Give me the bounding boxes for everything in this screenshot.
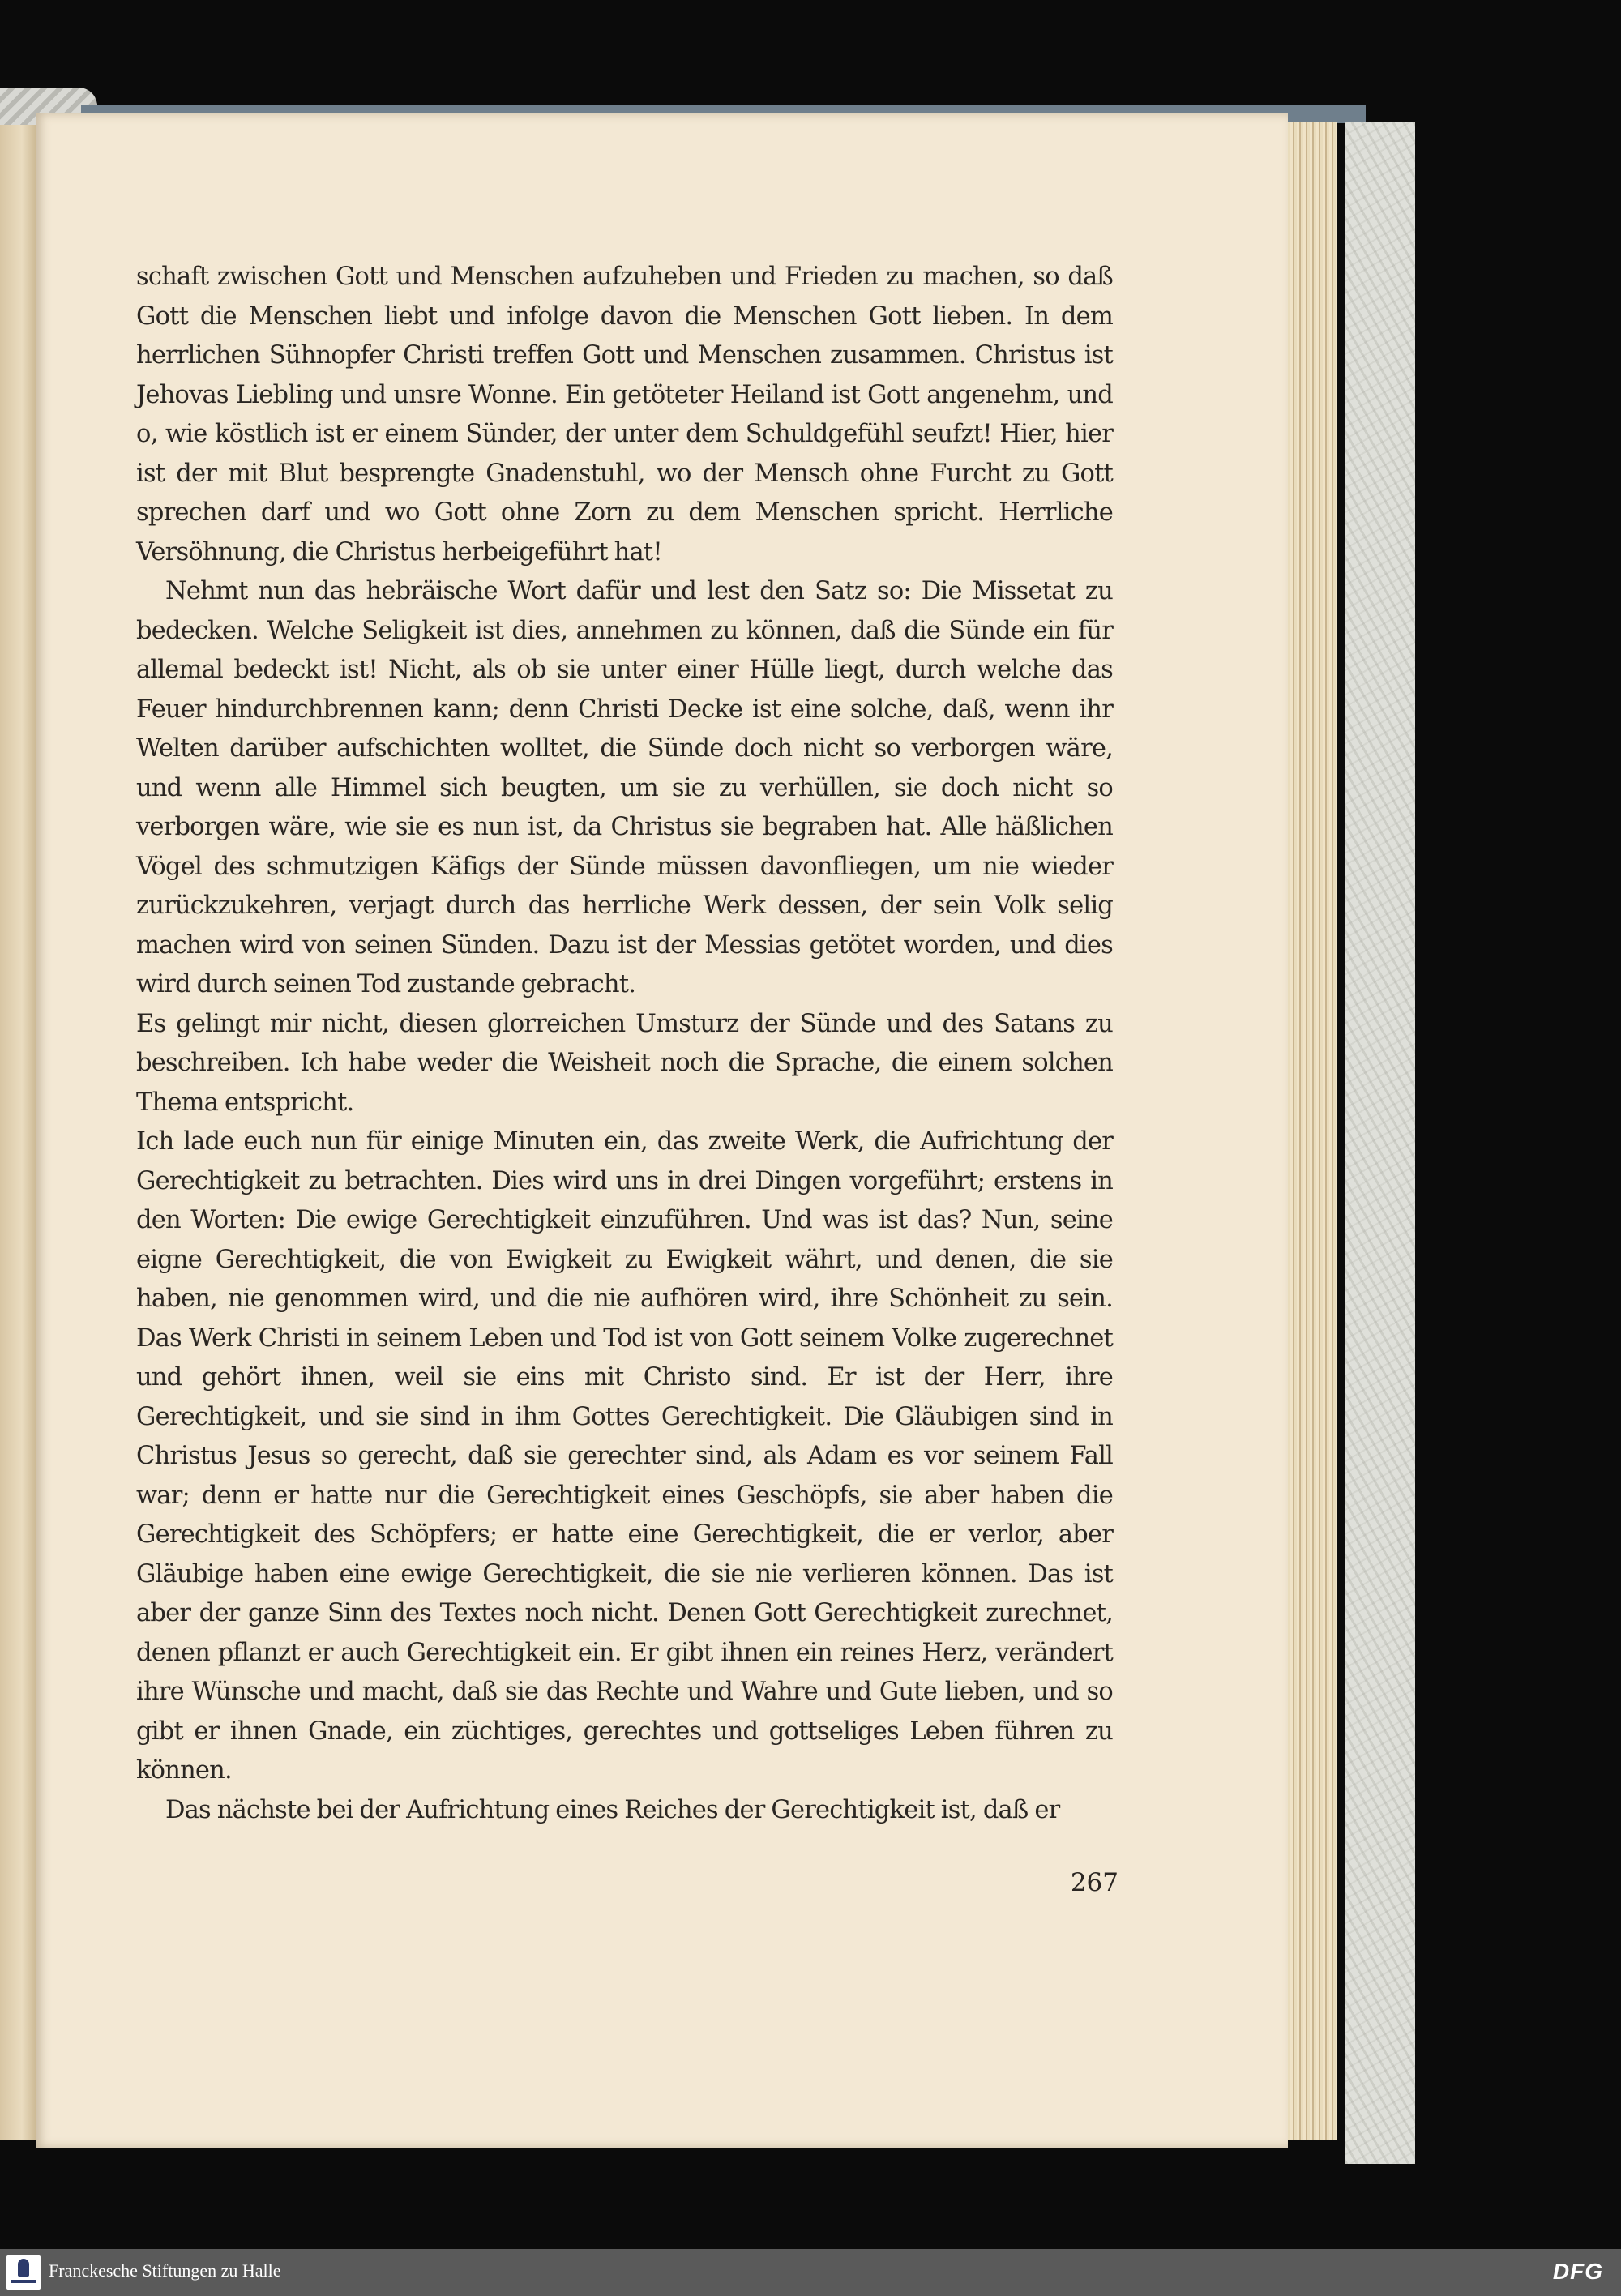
institution-logo-icon — [6, 2255, 41, 2290]
paragraph-5: Das nächste bei der Aufrichtung eines Reiches der Gerechtigkeit ist, daß er — [165, 1795, 1060, 1824]
page-number: 267 — [1070, 1868, 1118, 1897]
paragraph-3: Es gelingt mir nicht, diesen glorreichen Umsturz der Sünde und des Satans zu beschreiben. Ich habe weder die Weisheit noch die Sprache, die einem solchen Thema entspricht. — [136, 1009, 1113, 1117]
paragraph-1: schaft zwischen Gott und Menschen aufzuheben und Frieden zu machen, so daß Gott die Menschen liebt und infolge davon die Menschen Gott lieben. In dem herrlichen Sühnopfer Christi treffen Gott und Menschen zusammen. Christus ist Jehovas Liebling und unsre Wonne. Ein getöteter Heiland ist Gott angenehm, und o, wie köstlich ist er einem Sünder, der unter dem Schuldgefühl seufzt! Hier, hier ist der mit Blut besprengte Gnadenstuhl, wo der Mensch ohne Furcht zu Gott sprechen darf und wo Gott ohne Zorn zu dem Menschen spricht. Herrliche Versöhnung, die Christus herbeigeführt hat! — [136, 263, 1113, 567]
paragraph-4: Ich lade euch nun für einige Minuten ein, das zweite Werk, die Aufrichtung der Gerechtigkeit zu betrachten. Dies wird uns in drei Dingen vorgeführt; erstens in den Worten: Die ewige Gerechtigkeit einzuführen. Und was ist das? Nun, seine eigne Gerechtigkeit, die von Ewigkeit zu Ewigkeit währt, und denen, die sie haben, nie genommen wird, und die nie aufhören wird, ihre Schönheit zu sein. Das Werk Christi in seinem Leben und Tod ist von Gott seinem Volke zugerechnet und gehört ihnen, weil sie eins mit Christo sind. Er ist der Herr, ihre Gerechtigkeit, und sie sind in ihm Gottes Gerechtigkeit. Die Gläubigen sind in Christus Jesus so gerecht, daß sie gerechter sind, als Adam es vor seinem Fall war; denn er hatte nur die Gerechtigkeit eines Geschöpfs, sie aber haben die Gerechtigkeit des Schöpfers; er hatte eine Gerechtigkeit, die er verlor, aber Gläubige haben eine ewige Gerechtigkeit, die sie nie verlieren können. Das ist aber der ganze Sinn des Textes noch nicht. Denen Gott Gerechtigkeit zurechnet, denen pflanzt er auch Gerechtigkeit ein. Er gibt ihnen ein reines Herz, verändert ihre Wünsche und macht, daß sie das Rechte und Wahre und Gute lieben, und so gibt er ihnen Gnade, ein züchtiges, gerechtes und gottseliges Leben führen zu können. — [136, 1127, 1113, 1785]
institution-name: Franckesche Stiftungen zu Halle — [49, 2260, 281, 2281]
paragraph-2: Nehmt nun das hebräische Wort dafür und lest den Satz so: Die Missetat zu bedecken. Welche Seligkeit ist dies, annehmen zu können, daß die Sünde ein für allemal bedeckt ist! Nicht, als ob sie unter einer Hülle liegt, durch welche das Feuer hindurchbrennen kann; denn Christi Decke ist eine solche, daß, wenn ihr Welten darüber aufschichten wolltet, die Sünde doch nicht so verborgen wäre, und wenn alle Himmel sich beugten, um sie zu verhüllen, sie doch nicht so verborgen wäre, wie sie es nun ist, da Christus sie begraben hat. Alle häßlichen Vögel des schmutzigen Käfigs der Sünde müssen davonfliegen, um nie wieder zurückzukehren, verjagt durch das herrliche Werk dessen, der sein Volk selig machen wird von seinen Sünden. Dazu ist der Messias getötet worden, und dies wird durch seinen Tod zustande gebracht. — [136, 577, 1113, 998]
viewer-footer — [0, 2249, 1621, 2296]
page-edges — [1284, 122, 1337, 2140]
dfg-logo: DFG — [1552, 2259, 1603, 2284]
page-text — [136, 258, 1113, 1830]
left-page-edge — [0, 118, 36, 2140]
book-cover-right — [1345, 122, 1415, 2164]
